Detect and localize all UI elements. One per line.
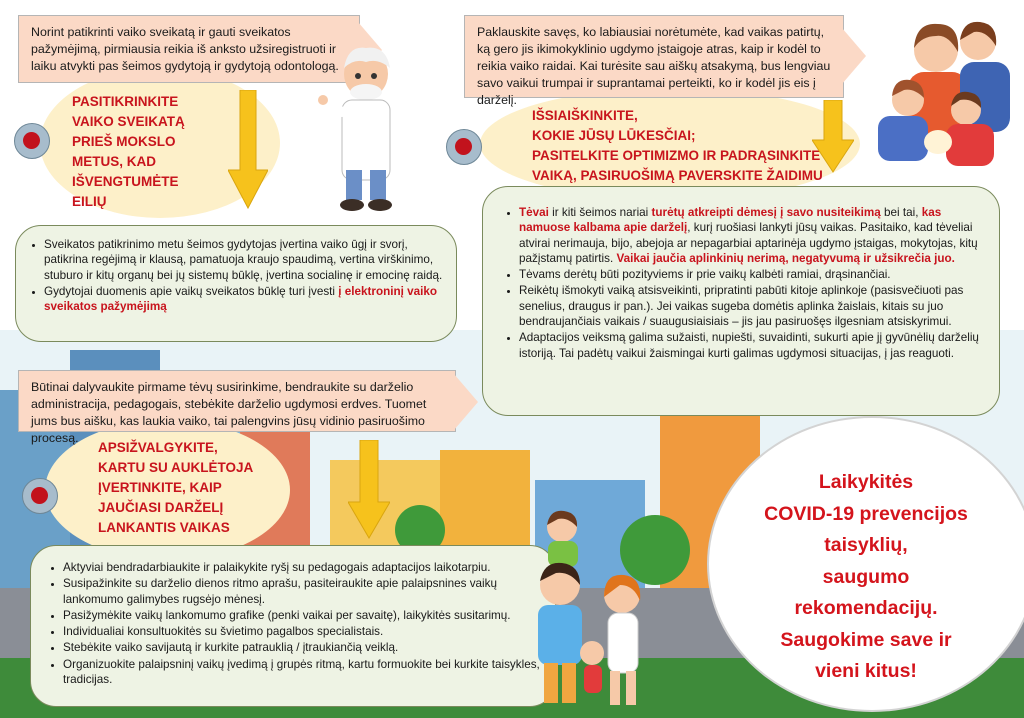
title-line: LANKANTIS VAIKAS bbox=[98, 520, 230, 535]
doctor-illustration bbox=[318, 40, 413, 220]
title-line: PRIEŠ MOKSLO bbox=[72, 134, 176, 149]
list-item bbox=[519, 267, 985, 282]
list-item-text: Susipažinkite su darželio dienos ritmo aprašu, pasiteiraukite apie palaipsnines vaikų lankomumo galimybes rugsėjo mėnesį. bbox=[63, 577, 497, 606]
title-line: PASITELKITE OPTIMIZMO IR PADRĄSINKITE bbox=[532, 148, 821, 163]
list-item-text: Pasižymėkite vaikų lankomumo grafike (penki vaikai per savaitę), laikykitės susitarimų. bbox=[63, 608, 511, 622]
list-item bbox=[63, 560, 543, 575]
list-item-highlight: turėtų atkreipti dėmesį į savo nusiteikimą bbox=[651, 206, 881, 219]
list-item-text: Adaptacijos veiksmą galima sužaisti, nupiešti, suvaidinti, sukurti apie jį gyvūnėlių darželių istoriją. Tai padėtų vaikui žaismingai kurti galimas ugdymosi situacijas, į jas reaguoti. bbox=[519, 331, 979, 360]
covid-line: COVID-19 prevencijos bbox=[764, 502, 968, 525]
list-item bbox=[63, 608, 543, 623]
list-item-text: Stebėkite vaiko savijautą ir kurkite patrauklią / įtraukiančią veiklą. bbox=[63, 641, 399, 655]
section3-info-box bbox=[30, 545, 556, 707]
section1-marker bbox=[14, 123, 50, 159]
list-item bbox=[44, 284, 446, 315]
section2-title bbox=[532, 106, 823, 186]
list-item bbox=[63, 576, 543, 607]
list-item-text: Reikėtų išmokyti vaiką atsisveikinti, pripratinti pabūti kitoje aplinkoje (pasisvečiuoti pas senelius, draugus ir pan.). Jei vaikas sugeba domėtis aplinka žaislais, kitais su juo bendraujančiais vaikais / suaugusiaisiais – jis jau pasiruošęs ilgesniam atsiskyrimui. bbox=[519, 284, 964, 329]
section3-marker bbox=[22, 478, 58, 514]
section1-callout bbox=[18, 15, 360, 83]
list-item-highlight: į elektroninį vaiko sveikatos pažymėjimą bbox=[44, 284, 438, 314]
covid-line: vieni kitus! bbox=[815, 660, 917, 682]
title-line: VAIKO SVEIKATĄ bbox=[72, 114, 185, 129]
covid-line: Saugokime save ir bbox=[780, 628, 952, 651]
covid-notice-text bbox=[740, 467, 992, 688]
title-line: APSIŽVALGYKITE, bbox=[98, 440, 218, 455]
list-item-text: Aktyviai bendradarbiaukite ir palaikykite ryšį su pedagogais adaptacijos laikotarpiu. bbox=[63, 561, 491, 574]
list-item bbox=[519, 283, 985, 329]
title-line: KOKIE JŪSŲ LŪKESČIAI; bbox=[532, 128, 696, 143]
section2-info-box bbox=[482, 186, 1000, 416]
covid-line: Laikykitės bbox=[818, 471, 914, 493]
list-item bbox=[63, 624, 543, 639]
list-item-text: Sveikatos patikrinimo metu šeimos gydytojas įvertina vaiko ūgį ir svorį, patikrina regėjimą ir klausą, pamatuoja kraujo spaudimą, vertina virškinimo, stuburo ir kitų organų bei jų sistemų būklę, įvertina socialinę ir emocinę raidą. bbox=[44, 238, 443, 282]
callout-pointer bbox=[842, 28, 866, 84]
list-item-highlight: Vaikai jaučia aplinkinių nerimą, negatyvumą ir užsikrečia juo. bbox=[616, 251, 955, 265]
section1-callout-text: Norint patikrinti vaiko sveikatą ir gauti sveikatos pažymėjimą, pirmiausia reikia iš anksto užsiregistruoti ir laiku atvykti pas šeimos gydytoją ir gydytoją odontologą. bbox=[31, 25, 339, 73]
parents-children-illustration bbox=[530, 505, 670, 710]
list-item-highlight: kas namuose kalbama apie darželį bbox=[519, 206, 942, 235]
title-line: VAIKĄ, PASIRUOŠIMĄ PAVERSKITE ŽAIDIMU bbox=[532, 168, 823, 183]
title-line: KARTU SU AUKLĖTOJA bbox=[98, 460, 254, 475]
list-item-text: ir kiti šeimos nariai bbox=[548, 206, 652, 219]
section3-title bbox=[98, 438, 253, 538]
title-line: IŠVENGTUMĖTE bbox=[72, 174, 179, 189]
covid-line: rekomendacijų. bbox=[794, 597, 938, 619]
list-item-text: Tėvams derėtų būti pozityviems ir prie vaikų kalbėti ramiai, drąsinančiai. bbox=[519, 268, 891, 282]
list-item-text: bei tai, bbox=[880, 206, 922, 219]
section3-callout bbox=[18, 370, 456, 445]
covid-line: taisyklių, bbox=[824, 534, 908, 556]
list-item-text: , kurį ruošiasi lankyti jūsų vaikas. Pasitaiko, kad tėveliai atvirai nerimauja, bijo, abejoja ar nepagarbiai aptarinėja ugdymo įstaigas, mokytojas, kitų pažįstamų patirtis. bbox=[519, 221, 978, 265]
title-line: JAUČIASI DARŽELĮ bbox=[98, 500, 224, 515]
list-item-highlight: Tėvai bbox=[519, 206, 549, 219]
list-item-text: Individualiai konsultuokitės su švietimo pagalbos specialistais. bbox=[63, 625, 384, 639]
down-arrow-icon bbox=[228, 90, 268, 210]
down-arrow-icon bbox=[348, 440, 390, 540]
list-item-text: Organizuokite palaipsninį vaikų įvedimą į grupės ritmą, kartu formuokite bei kurkite taisykles, tradicijas. bbox=[63, 657, 540, 687]
callout-pointer bbox=[454, 374, 478, 430]
section2-callout-text: Paklauskite savęs, ko labiausiai norėtumėte, kad vaikas patirtų, ką gero jis ikimokyklinio ugdymo įstaigoje atras, kaip ir kodėl to reikia vaiko raidai. Kai turėsite sau aiškų atsakymą, bus lengviau savo vaikui trumpai ir suprantamai perteikti, ko ir kodėl jis eis į darželį. bbox=[477, 25, 831, 107]
list-item-text: Gydytojai duomenis apie vaikų sveikatos būklę turi įvesti bbox=[44, 284, 339, 298]
section2-callout bbox=[464, 15, 844, 107]
title-line: ĮVERTINKITE, KAIP bbox=[98, 480, 222, 495]
list-item bbox=[519, 330, 985, 361]
section2-marker bbox=[446, 129, 482, 165]
list-item bbox=[63, 657, 543, 688]
title-line: PASITIKRINKITE bbox=[72, 94, 179, 109]
covid-line: saugumo bbox=[822, 565, 910, 588]
down-arrow-icon bbox=[812, 100, 854, 174]
section1-info-box bbox=[15, 225, 457, 342]
list-item bbox=[44, 237, 446, 283]
title-line: IŠSIAIŠKINKITE, bbox=[532, 108, 638, 123]
list-item bbox=[519, 205, 985, 266]
family-illustration bbox=[868, 12, 1018, 182]
title-line: EILIŲ bbox=[72, 194, 107, 209]
section1-title bbox=[72, 92, 185, 212]
title-line: METUS, KAD bbox=[72, 154, 156, 169]
list-item bbox=[63, 640, 543, 655]
section3-callout-text: Būtinai dalyvaukite pirmame tėvų susirinkime, bendraukite su darželio administracija, pedagogais, stebėkite darželio ugdymosi erdves. Tuomet jums bus aišku, kas laukia vaiko, tai palengvins jūsų vidinio pasiruošimo procesą. bbox=[31, 380, 427, 445]
